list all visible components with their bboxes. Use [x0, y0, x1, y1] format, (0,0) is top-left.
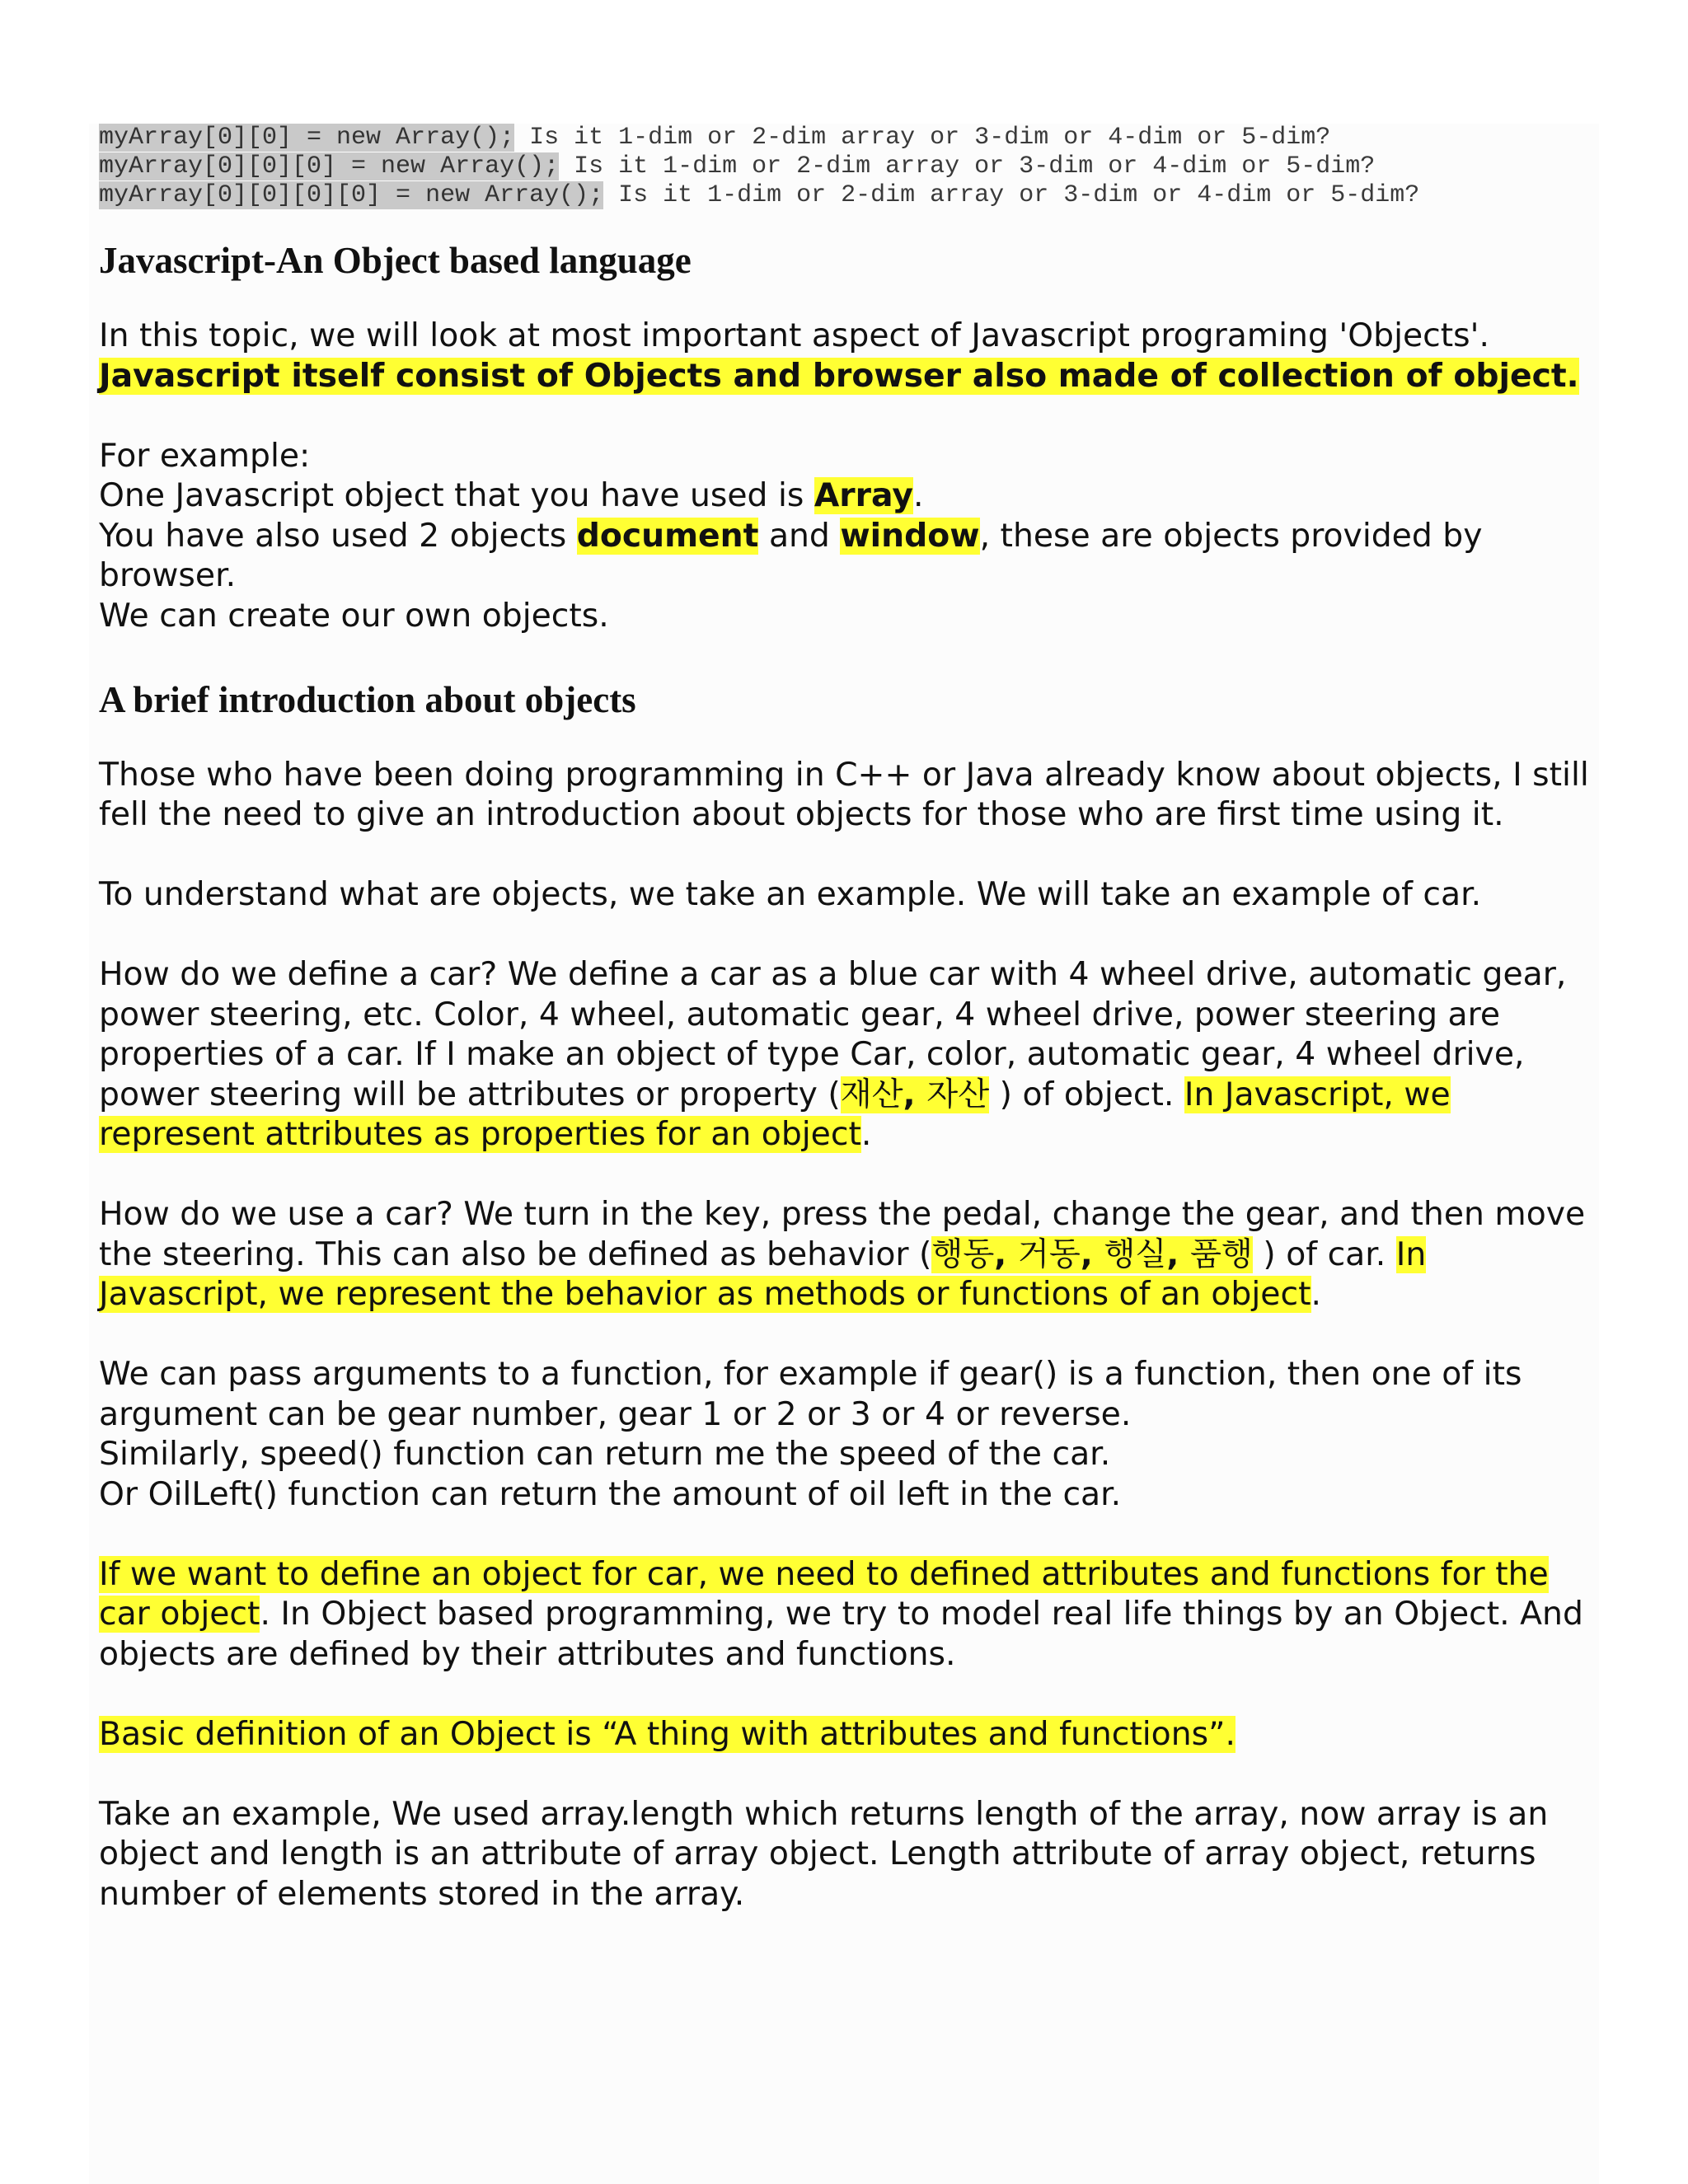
document-body	[99, 124, 1599, 1955]
korean-term: 행동	[931, 1235, 995, 1273]
document-keyword: document	[576, 517, 759, 555]
define-car-paragraph	[99, 955, 1599, 1155]
intro-line: In this topic, we will look at most important aspect of Javascript programing 'Objects'.	[99, 317, 1489, 354]
define-text: How do we define a car? We define a car as a blue car with 4 wheel drive, automatic gear, power steering, etc. Color, 4 wheel, automatic gear, 4 wheel drive, power steering are properties of a car. If I make an object of type Car, color, automatic gear, 4 wheel drive, power steering will be attributes or property (	[99, 956, 1567, 1113]
use-text-end: ) of car.	[1252, 1235, 1396, 1273]
code-line	[99, 181, 1599, 210]
korean-term: 재산	[840, 1076, 903, 1113]
define-period: .	[860, 1116, 872, 1153]
intro-objects-paragraph: Those who have been doing programming in C++ or Java already know about objects, I still fell the need to give an introduction about objects for those who are first time using it.	[99, 756, 1589, 833]
example-array-end: .	[912, 477, 924, 514]
define-text-end: ) of object.	[989, 1076, 1184, 1113]
array-length-paragraph: Take an example, We used array.length which returns length of the array, now array is an object and length is an attribute of array object. Length attribute of array object, returns number of elements stored in the array.	[99, 1795, 1549, 1913]
code-statement: myArray[0][0] = new Array();	[99, 124, 515, 152]
code-statement: myArray[0][0][0] = new Array();	[99, 152, 560, 180]
example-paragraph	[99, 437, 1599, 637]
model-highlight: If we want to define an object for car, we need to defined attributes and functions for the car object	[99, 1555, 1549, 1633]
korean-separator: ,	[1166, 1235, 1190, 1273]
define-highlight: In Javascript, we represent attributes as properties for an object	[99, 1076, 1451, 1153]
use-text: How do we use a car? We turn in the key, press the pedal, change the gear, and then move the steering. This can also be defined as behavior (	[99, 1196, 1586, 1273]
use-car-paragraph	[99, 1195, 1599, 1315]
example-label: For example:	[99, 437, 311, 475]
use-highlight: In Javascript, we represent the behavior as methods or functions of an object	[99, 1235, 1427, 1313]
intro-highlight: Javascript itself consist of Objects and browser also made of collection of object.	[99, 357, 1579, 395]
arguments-paragraph	[99, 1355, 1599, 1515]
korean-term: 거동	[1017, 1235, 1081, 1273]
intro-paragraph	[99, 316, 1599, 396]
car-example-paragraph: To understand what are objects, we take an example. We will take an example of car.	[99, 876, 1482, 913]
code-statement: myArray[0][0][0][0] = new Array();	[99, 181, 604, 209]
definition-paragraph	[99, 1715, 1599, 1755]
model-text: . In Object based programming, we try to model real life things by an Object. And objects are defined by their attributes and functions.	[99, 1596, 1583, 1673]
heading-brief-introduction: A brief introduction about objects	[99, 678, 636, 720]
arguments-line: We can pass arguments to a function, for example if gear() is a function, then one of its argument can be gear number, gear 1 or 2 or 3 or 4 or reverse.	[99, 1356, 1522, 1433]
korean-term: 품행	[1189, 1235, 1253, 1273]
arguments-line: Or OilLeft() function can return the amount of oil left in the car.	[99, 1475, 1122, 1513]
arguments-line: Similarly, speed() function can return me the speed of the car.	[99, 1436, 1111, 1473]
window-keyword: window	[840, 517, 980, 555]
korean-term: 행실	[1104, 1235, 1167, 1273]
model-paragraph	[99, 1555, 1599, 1675]
code-question: Is it 1-dim or 2-dim array or 3-dim or 4-dim or 5-dim?	[603, 181, 1420, 209]
example-own-objects: We can create our own objects.	[99, 597, 609, 635]
korean-separator: ,	[1080, 1235, 1104, 1273]
korean-separator: ,	[903, 1076, 927, 1113]
code-line	[99, 124, 1599, 152]
code-question: Is it 1-dim or 2-dim array or 3-dim or 4-dim or 5-dim?	[514, 124, 1331, 152]
heading-object-based-language: Javascript-An Object based language	[99, 240, 692, 281]
definition-highlight: Basic definition of an Object is “A thing with attributes and functions”.	[99, 1715, 1236, 1753]
code-question: Is it 1-dim or 2-dim array or 3-dim or 4-dim or 5-dim?	[559, 152, 1376, 180]
example-array-text: One Javascript object that you have used is	[99, 477, 814, 514]
array-keyword: Array	[814, 477, 913, 514]
example-objects-end: , these are objects provided by browser.	[99, 517, 1483, 594]
korean-term: 자산	[926, 1076, 990, 1113]
use-period: .	[1311, 1276, 1321, 1313]
korean-separator: ,	[994, 1235, 1018, 1273]
example-and: and	[758, 517, 841, 555]
code-block	[99, 124, 1599, 210]
example-objects-text: You have also used 2 objects	[99, 517, 577, 555]
code-line	[99, 152, 1599, 181]
